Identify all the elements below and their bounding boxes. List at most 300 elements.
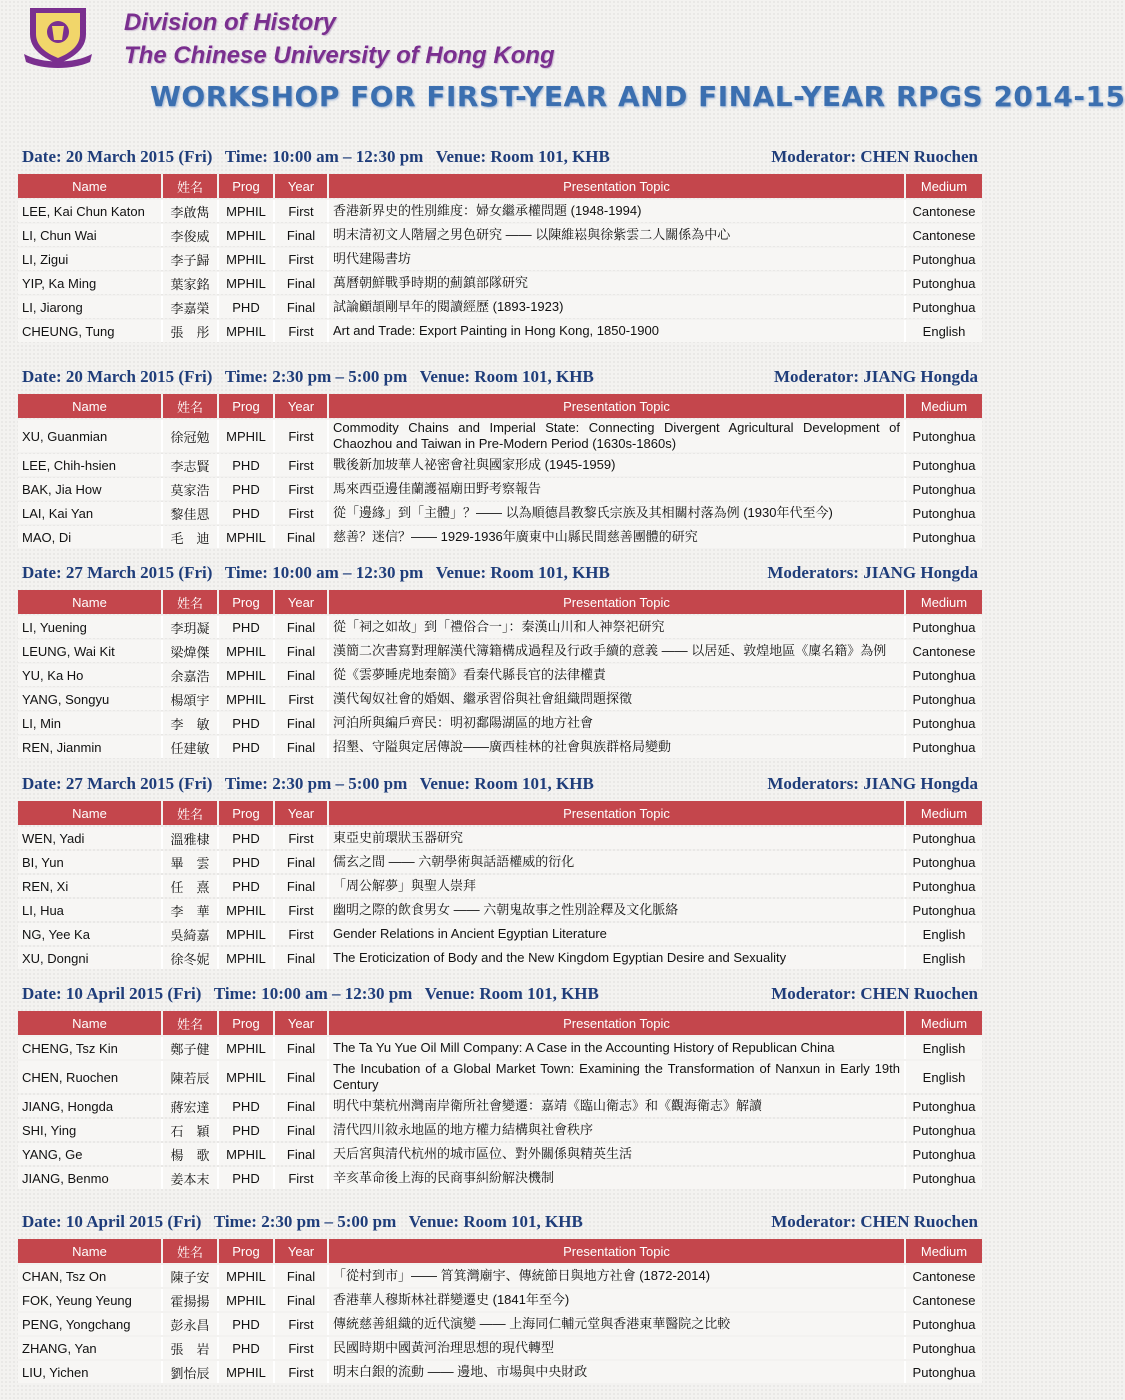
- topic-cell: 清代四川敘永地區的地方權力結構與社會秩序: [329, 1119, 906, 1141]
- table-row: [18, 296, 982, 318]
- table-header-row: [18, 174, 982, 198]
- year-cell: First: [275, 1167, 329, 1189]
- session-moderator: Moderator: CHEN Ruochen: [771, 147, 978, 166]
- program-cell: MPHIL: [219, 923, 275, 945]
- name-cell: PENG, Yongchang: [18, 1313, 163, 1335]
- program-cell: PHD: [219, 616, 275, 638]
- session-header: [18, 769, 982, 799]
- schedule-table: [18, 799, 982, 971]
- table-row: [18, 526, 982, 548]
- program-cell: PHD: [219, 712, 275, 734]
- topic-cell: 戰後新加坡華人祕密會社與國家形成 (1945-1959): [329, 454, 906, 476]
- column-header: Year: [275, 1011, 329, 1035]
- university-crest-icon: [22, 4, 94, 70]
- table-row: [18, 224, 982, 246]
- medium-cell: Putonghua: [906, 1361, 982, 1383]
- medium-cell: Cantonese: [906, 640, 982, 662]
- chinese-name-cell: 溫雅棣: [163, 827, 219, 849]
- medium-cell: Cantonese: [906, 1265, 982, 1287]
- year-cell: First: [275, 502, 329, 524]
- topic-cell: 東亞史前環狀玉器研究: [329, 827, 906, 849]
- program-cell: MPHIL: [219, 320, 275, 342]
- table-row: [18, 1061, 982, 1093]
- program-cell: PHD: [219, 454, 275, 476]
- topic-cell: 漢簡二次書寫對理解漢代簿籍構成過程及行政手續的意義 —— 以居延、敦煌地區《廩名籍》為例: [329, 640, 906, 662]
- table-row: [18, 502, 982, 524]
- name-cell: YANG, Songyu: [18, 688, 163, 710]
- table-row: [18, 1361, 982, 1383]
- chinese-name-cell: 鄭子健: [163, 1037, 219, 1059]
- table-row: [18, 923, 982, 945]
- year-cell: Final: [275, 1143, 329, 1165]
- name-cell: XU, Guanmian: [18, 420, 163, 452]
- medium-cell: Putonghua: [906, 899, 982, 921]
- year-cell: Final: [275, 736, 329, 758]
- program-cell: PHD: [219, 1095, 275, 1117]
- program-cell: MPHIL: [219, 1037, 275, 1059]
- program-cell: PHD: [219, 296, 275, 318]
- medium-cell: English: [906, 1061, 982, 1093]
- column-header: 姓名: [163, 394, 219, 418]
- session-header: [18, 362, 982, 392]
- medium-cell: Putonghua: [906, 526, 982, 548]
- topic-cell: 從「邊緣」到「主體」？—— 以為順德昌教黎氏宗族及其相關村落為例 (1930年代至今): [329, 502, 906, 524]
- topic-cell: The Ta Yu Yue Oil Mill Company: A Case in the Accounting History of Republican China: [329, 1037, 906, 1059]
- topic-cell: 幽明之際的飲食男女 —— 六朝鬼故事之性別詮釋及文化脈絡: [329, 899, 906, 921]
- medium-cell: Putonghua: [906, 248, 982, 270]
- name-cell: XU, Dongni: [18, 947, 163, 969]
- medium-cell: Putonghua: [906, 454, 982, 476]
- column-header: Name: [18, 590, 163, 614]
- column-header: Prog: [219, 1239, 275, 1263]
- chinese-name-cell: 莫家浩: [163, 478, 219, 500]
- medium-cell: Putonghua: [906, 875, 982, 897]
- program-cell: PHD: [219, 1313, 275, 1335]
- session-1: [18, 142, 982, 344]
- year-cell: Final: [275, 1289, 329, 1311]
- column-header: Medium: [906, 590, 982, 614]
- schedule-table: [18, 588, 982, 760]
- chinese-name-cell: 石 穎: [163, 1119, 219, 1141]
- column-header: Presentation Topic: [329, 590, 906, 614]
- table-row: [18, 640, 982, 662]
- medium-cell: Putonghua: [906, 1167, 982, 1189]
- topic-cell: 香港新界史的性別維度：婦女繼承權問題 (1948-1994): [329, 200, 906, 222]
- column-header: Presentation Topic: [329, 801, 906, 825]
- topic-cell: Commodity Chains and Imperial State: Connecting Divergent Agricultural Development of Chaozhou and Taiwan in Pre-Modern Period (1630s-1860s): [329, 420, 906, 452]
- medium-cell: English: [906, 923, 982, 945]
- column-header: Year: [275, 590, 329, 614]
- name-cell: LI, Zigui: [18, 248, 163, 270]
- table-row: [18, 1289, 982, 1311]
- name-cell: JIANG, Hongda: [18, 1095, 163, 1117]
- session-moderator: Moderator: CHEN Ruochen: [771, 1212, 978, 1231]
- column-header: Year: [275, 174, 329, 198]
- column-header: Prog: [219, 174, 275, 198]
- medium-cell: Putonghua: [906, 664, 982, 686]
- name-cell: WEN, Yadi: [18, 827, 163, 849]
- year-cell: Final: [275, 851, 329, 873]
- name-cell: CHEUNG, Tung: [18, 320, 163, 342]
- program-cell: MPHIL: [219, 1143, 275, 1165]
- topic-cell: Art and Trade: Export Painting in Hong Kong, 1850-1900: [329, 320, 906, 342]
- session-info: Date: 27 March 2015 (Fri) Time: 2:30 pm – 5:00 pm Venue: Room 101, KHB: [22, 774, 594, 793]
- chinese-name-cell: 李志賢: [163, 454, 219, 476]
- column-header: Presentation Topic: [329, 1011, 906, 1035]
- table-header-row: [18, 590, 982, 614]
- program-cell: MPHIL: [219, 664, 275, 686]
- column-header: Prog: [219, 801, 275, 825]
- column-header: Medium: [906, 174, 982, 198]
- table-header-row: [18, 1011, 982, 1035]
- chinese-name-cell: 李啟雋: [163, 200, 219, 222]
- medium-cell: Putonghua: [906, 1313, 982, 1335]
- university-name: The Chinese University of Hong Kong: [124, 42, 555, 69]
- year-cell: Final: [275, 640, 329, 662]
- year-cell: First: [275, 478, 329, 500]
- topic-cell: 香港華人穆斯林社群變遷史 (1841年至今): [329, 1289, 906, 1311]
- chinese-name-cell: 任 熹: [163, 875, 219, 897]
- year-cell: Final: [275, 616, 329, 638]
- topic-cell: 傳統慈善組織的近代演變 —— 上海同仁輔元堂與香港東華醫院之比較: [329, 1313, 906, 1335]
- name-cell: LEE, Kai Chun Katon: [18, 200, 163, 222]
- chinese-name-cell: 李俊威: [163, 224, 219, 246]
- topic-cell: 明代建陽書坊: [329, 248, 906, 270]
- topic-cell: 明末白銀的流動 —— 邊地、市場與中央財政: [329, 1361, 906, 1383]
- chinese-name-cell: 李玥凝: [163, 616, 219, 638]
- column-header: Prog: [219, 1011, 275, 1035]
- workshop-title: WORKSHOP FOR FIRST-YEAR AND FINAL-YEAR RPGS 2014-15: [150, 80, 1125, 113]
- column-header: Year: [275, 394, 329, 418]
- program-cell: MPHIL: [219, 1361, 275, 1383]
- medium-cell: English: [906, 947, 982, 969]
- column-header: Presentation Topic: [329, 1239, 906, 1263]
- chinese-name-cell: 葉家銘: [163, 272, 219, 294]
- chinese-name-cell: 徐冠勉: [163, 420, 219, 452]
- topic-cell: 「周公解夢」與聖人崇拜: [329, 875, 906, 897]
- name-cell: LEE, Chih-hsien: [18, 454, 163, 476]
- year-cell: First: [275, 688, 329, 710]
- table-row: [18, 851, 982, 873]
- column-header: 姓名: [163, 174, 219, 198]
- page-header: [0, 0, 1125, 140]
- name-cell: LI, Hua: [18, 899, 163, 921]
- chinese-name-cell: 陳若辰: [163, 1061, 219, 1093]
- year-cell: First: [275, 1361, 329, 1383]
- medium-cell: Cantonese: [906, 224, 982, 246]
- name-cell: NG, Yee Ka: [18, 923, 163, 945]
- name-cell: LAI, Kai Yan: [18, 502, 163, 524]
- year-cell: Final: [275, 272, 329, 294]
- program-cell: MPHIL: [219, 899, 275, 921]
- name-cell: CHAN, Tsz On: [18, 1265, 163, 1287]
- program-cell: PHD: [219, 1167, 275, 1189]
- topic-cell: 明代中葉杭州灣南岸衛所社會變遷：嘉靖《臨山衛志》和《觀海衛志》解讀: [329, 1095, 906, 1117]
- chinese-name-cell: 黎佳恩: [163, 502, 219, 524]
- program-cell: MPHIL: [219, 420, 275, 452]
- medium-cell: Putonghua: [906, 1095, 982, 1117]
- name-cell: REN, Jianmin: [18, 736, 163, 758]
- program-cell: MPHIL: [219, 640, 275, 662]
- topic-cell: 萬曆朝鮮戰爭時期的薊鎮部隊研究: [329, 272, 906, 294]
- year-cell: First: [275, 1313, 329, 1335]
- column-header: Name: [18, 1011, 163, 1035]
- table-row: [18, 320, 982, 342]
- session-moderator: Moderator: JIANG Hongda: [774, 367, 978, 386]
- name-cell: ZHANG, Yan: [18, 1337, 163, 1359]
- column-header: Year: [275, 801, 329, 825]
- medium-cell: Putonghua: [906, 827, 982, 849]
- year-cell: Final: [275, 1265, 329, 1287]
- name-cell: REN, Xi: [18, 875, 163, 897]
- table-header-row: [18, 1239, 982, 1263]
- year-cell: Final: [275, 875, 329, 897]
- topic-cell: 從《雲夢睡虎地秦簡》看秦代縣長官的法律權責: [329, 664, 906, 686]
- topic-cell: 「從村到市」—— 筲箕灣廟宇、傳統節日與地方社會 (1872-2014): [329, 1265, 906, 1287]
- year-cell: Final: [275, 664, 329, 686]
- topic-cell: 辛亥革命後上海的民商事糾紛解決機制: [329, 1167, 906, 1189]
- name-cell: LI, Jiarong: [18, 296, 163, 318]
- session-info: Date: 27 March 2015 (Fri) Time: 10:00 am – 12:30 pm Venue: Room 101, KHB: [22, 563, 610, 582]
- program-cell: MPHIL: [219, 1289, 275, 1311]
- column-header: Prog: [219, 394, 275, 418]
- year-cell: First: [275, 827, 329, 849]
- chinese-name-cell: 李 敏: [163, 712, 219, 734]
- chinese-name-cell: 李子歸: [163, 248, 219, 270]
- program-cell: PHD: [219, 827, 275, 849]
- year-cell: Final: [275, 712, 329, 734]
- year-cell: Final: [275, 1095, 329, 1117]
- medium-cell: Putonghua: [906, 502, 982, 524]
- schedule-table: [18, 172, 982, 344]
- table-row: [18, 272, 982, 294]
- column-header: 姓名: [163, 801, 219, 825]
- medium-cell: Putonghua: [906, 851, 982, 873]
- column-header: Name: [18, 394, 163, 418]
- session-info: Date: 20 March 2015 (Fri) Time: 2:30 pm – 5:00 pm Venue: Room 101, KHB: [22, 367, 594, 386]
- year-cell: Final: [275, 947, 329, 969]
- name-cell: BAK, Jia How: [18, 478, 163, 500]
- session-info: Date: 10 April 2015 (Fri) Time: 10:00 am – 12:30 pm Venue: Room 101, KHB: [22, 984, 599, 1003]
- table-row: [18, 688, 982, 710]
- year-cell: First: [275, 420, 329, 452]
- table-row: [18, 1037, 982, 1059]
- program-cell: MPHIL: [219, 200, 275, 222]
- medium-cell: Putonghua: [906, 1119, 982, 1141]
- name-cell: JIANG, Benmo: [18, 1167, 163, 1189]
- medium-cell: Putonghua: [906, 688, 982, 710]
- name-cell: LI, Chun Wai: [18, 224, 163, 246]
- year-cell: Final: [275, 1037, 329, 1059]
- table-header-row: [18, 801, 982, 825]
- medium-cell: Cantonese: [906, 1289, 982, 1311]
- column-header: Name: [18, 1239, 163, 1263]
- program-cell: PHD: [219, 1337, 275, 1359]
- topic-cell: 明末清初文人階層之男色研究 —— 以陳維崧與徐紫雲二人關係為中心: [329, 224, 906, 246]
- chinese-name-cell: 張 彤: [163, 320, 219, 342]
- year-cell: Final: [275, 1119, 329, 1141]
- column-header: Presentation Topic: [329, 174, 906, 198]
- medium-cell: Cantonese: [906, 200, 982, 222]
- year-cell: Final: [275, 526, 329, 548]
- name-cell: SHI, Ying: [18, 1119, 163, 1141]
- year-cell: First: [275, 200, 329, 222]
- year-cell: First: [275, 923, 329, 945]
- chinese-name-cell: 吳綺嘉: [163, 923, 219, 945]
- topic-cell: 慈善？迷信？—— 1929-1936年廣東中山縣民間慈善團體的研究: [329, 526, 906, 548]
- name-cell: LIU, Yichen: [18, 1361, 163, 1383]
- name-cell: LI, Min: [18, 712, 163, 734]
- chinese-name-cell: 楊頌宇: [163, 688, 219, 710]
- topic-cell: 馬來西亞邊佳蘭護福廟田野考察報告: [329, 478, 906, 500]
- name-cell: MAO, Di: [18, 526, 163, 548]
- topic-cell: 儒玄之間 —— 六朝學術與話語權威的衍化: [329, 851, 906, 873]
- topic-cell: The Eroticization of Body and the New Kingdom Egyptian Desire and Sexuality: [329, 947, 906, 969]
- column-header: 姓名: [163, 590, 219, 614]
- medium-cell: Putonghua: [906, 272, 982, 294]
- topic-cell: 漢代匈奴社會的婚姻、繼承習俗與社會組織問題探徵: [329, 688, 906, 710]
- program-cell: MPHIL: [219, 526, 275, 548]
- topic-cell: 天后宮與清代杭州的城市區位、對外關係與精英生活: [329, 1143, 906, 1165]
- program-cell: MPHIL: [219, 947, 275, 969]
- medium-cell: Putonghua: [906, 1143, 982, 1165]
- medium-cell: English: [906, 320, 982, 342]
- session-6: [18, 1207, 982, 1385]
- session-header: [18, 979, 982, 1009]
- name-cell: FOK, Yeung Yeung: [18, 1289, 163, 1311]
- program-cell: PHD: [219, 851, 275, 873]
- table-row: [18, 616, 982, 638]
- table-row: [18, 947, 982, 969]
- column-header: Medium: [906, 1239, 982, 1263]
- year-cell: First: [275, 899, 329, 921]
- session-info: Date: 20 March 2015 (Fri) Time: 10:00 am – 12:30 pm Venue: Room 101, KHB: [22, 147, 610, 166]
- column-header: Medium: [906, 801, 982, 825]
- program-cell: MPHIL: [219, 272, 275, 294]
- column-header: Presentation Topic: [329, 394, 906, 418]
- table-row: [18, 899, 982, 921]
- program-cell: PHD: [219, 478, 275, 500]
- year-cell: Final: [275, 296, 329, 318]
- division-heading: [124, 6, 555, 72]
- medium-cell: Putonghua: [906, 1337, 982, 1359]
- chinese-name-cell: 姜本末: [163, 1167, 219, 1189]
- program-cell: MPHIL: [219, 1265, 275, 1287]
- medium-cell: Putonghua: [906, 616, 982, 638]
- chinese-name-cell: 霍揚揚: [163, 1289, 219, 1311]
- chinese-name-cell: 李嘉榮: [163, 296, 219, 318]
- column-header: 姓名: [163, 1239, 219, 1263]
- table-row: [18, 664, 982, 686]
- table-row: [18, 1265, 982, 1287]
- session-info: Date: 10 April 2015 (Fri) Time: 2:30 pm – 5:00 pm Venue: Room 101, KHB: [22, 1212, 583, 1231]
- year-cell: First: [275, 320, 329, 342]
- session-4: [18, 769, 982, 971]
- column-header: Year: [275, 1239, 329, 1263]
- name-cell: CHEN, Ruochen: [18, 1061, 163, 1093]
- program-cell: PHD: [219, 875, 275, 897]
- program-cell: PHD: [219, 502, 275, 524]
- year-cell: Final: [275, 1061, 329, 1093]
- chinese-name-cell: 梁煒傑: [163, 640, 219, 662]
- program-cell: PHD: [219, 736, 275, 758]
- session-5: [18, 979, 982, 1191]
- program-cell: MPHIL: [219, 688, 275, 710]
- division-name: Division of History: [124, 9, 337, 36]
- chinese-name-cell: 劉怡辰: [163, 1361, 219, 1383]
- table-header-row: [18, 394, 982, 418]
- topic-cell: 民國時期中國黃河治理思想的現代轉型: [329, 1337, 906, 1359]
- session-header: [18, 142, 982, 172]
- chinese-name-cell: 徐冬妮: [163, 947, 219, 969]
- medium-cell: Putonghua: [906, 736, 982, 758]
- column-header: Name: [18, 174, 163, 198]
- table-row: [18, 478, 982, 500]
- table-row: [18, 248, 982, 270]
- column-header: 姓名: [163, 1011, 219, 1035]
- table-row: [18, 454, 982, 476]
- table-row: [18, 827, 982, 849]
- name-cell: BI, Yun: [18, 851, 163, 873]
- name-cell: YIP, Ka Ming: [18, 272, 163, 294]
- topic-cell: 試論顧頡剛早年的閱讀經歷 (1893-1923): [329, 296, 906, 318]
- session-header: [18, 558, 982, 588]
- medium-cell: Putonghua: [906, 296, 982, 318]
- session-moderator: Moderators: JIANG Hongda: [767, 563, 978, 582]
- chinese-name-cell: 張 岩: [163, 1337, 219, 1359]
- chinese-name-cell: 蔣宏達: [163, 1095, 219, 1117]
- column-header: Prog: [219, 590, 275, 614]
- table-row: [18, 1095, 982, 1117]
- column-header: Name: [18, 801, 163, 825]
- session-moderator: Moderators: JIANG Hongda: [767, 774, 978, 793]
- table-row: [18, 1337, 982, 1359]
- program-cell: MPHIL: [219, 224, 275, 246]
- column-header: Medium: [906, 394, 982, 418]
- chinese-name-cell: 楊 歌: [163, 1143, 219, 1165]
- chinese-name-cell: 余嘉浩: [163, 664, 219, 686]
- topic-cell: 河泊所與編戶齊民：明初鄱陽湖區的地方社會: [329, 712, 906, 734]
- name-cell: LI, Yuening: [18, 616, 163, 638]
- chinese-name-cell: 畢 雲: [163, 851, 219, 873]
- session-3: [18, 558, 982, 760]
- name-cell: YU, Ka Ho: [18, 664, 163, 686]
- program-cell: PHD: [219, 1119, 275, 1141]
- topic-cell: 從「祠之如故」到「禮俗合一」：秦漢山川和人神祭祀研究: [329, 616, 906, 638]
- program-cell: MPHIL: [219, 1061, 275, 1093]
- session-header: [18, 1207, 982, 1237]
- chinese-name-cell: 李 華: [163, 899, 219, 921]
- table-row: [18, 712, 982, 734]
- table-row: [18, 1167, 982, 1189]
- column-header: Medium: [906, 1011, 982, 1035]
- table-row: [18, 200, 982, 222]
- medium-cell: Putonghua: [906, 478, 982, 500]
- year-cell: Final: [275, 224, 329, 246]
- year-cell: First: [275, 248, 329, 270]
- table-row: [18, 420, 982, 452]
- table-row: [18, 1313, 982, 1335]
- topic-cell: The Incubation of a Global Market Town: Examining the Transformation of Nanxun in Early 19th Century: [329, 1061, 906, 1093]
- chinese-name-cell: 彭永昌: [163, 1313, 219, 1335]
- name-cell: YANG, Ge: [18, 1143, 163, 1165]
- program-cell: MPHIL: [219, 248, 275, 270]
- session-2: [18, 362, 982, 550]
- topic-cell: 招墾、守隘與定居傳說——廣西桂林的社會與族群格局變動: [329, 736, 906, 758]
- name-cell: LEUNG, Wai Kit: [18, 640, 163, 662]
- topic-cell: Gender Relations in Ancient Egyptian Literature: [329, 923, 906, 945]
- table-row: [18, 1119, 982, 1141]
